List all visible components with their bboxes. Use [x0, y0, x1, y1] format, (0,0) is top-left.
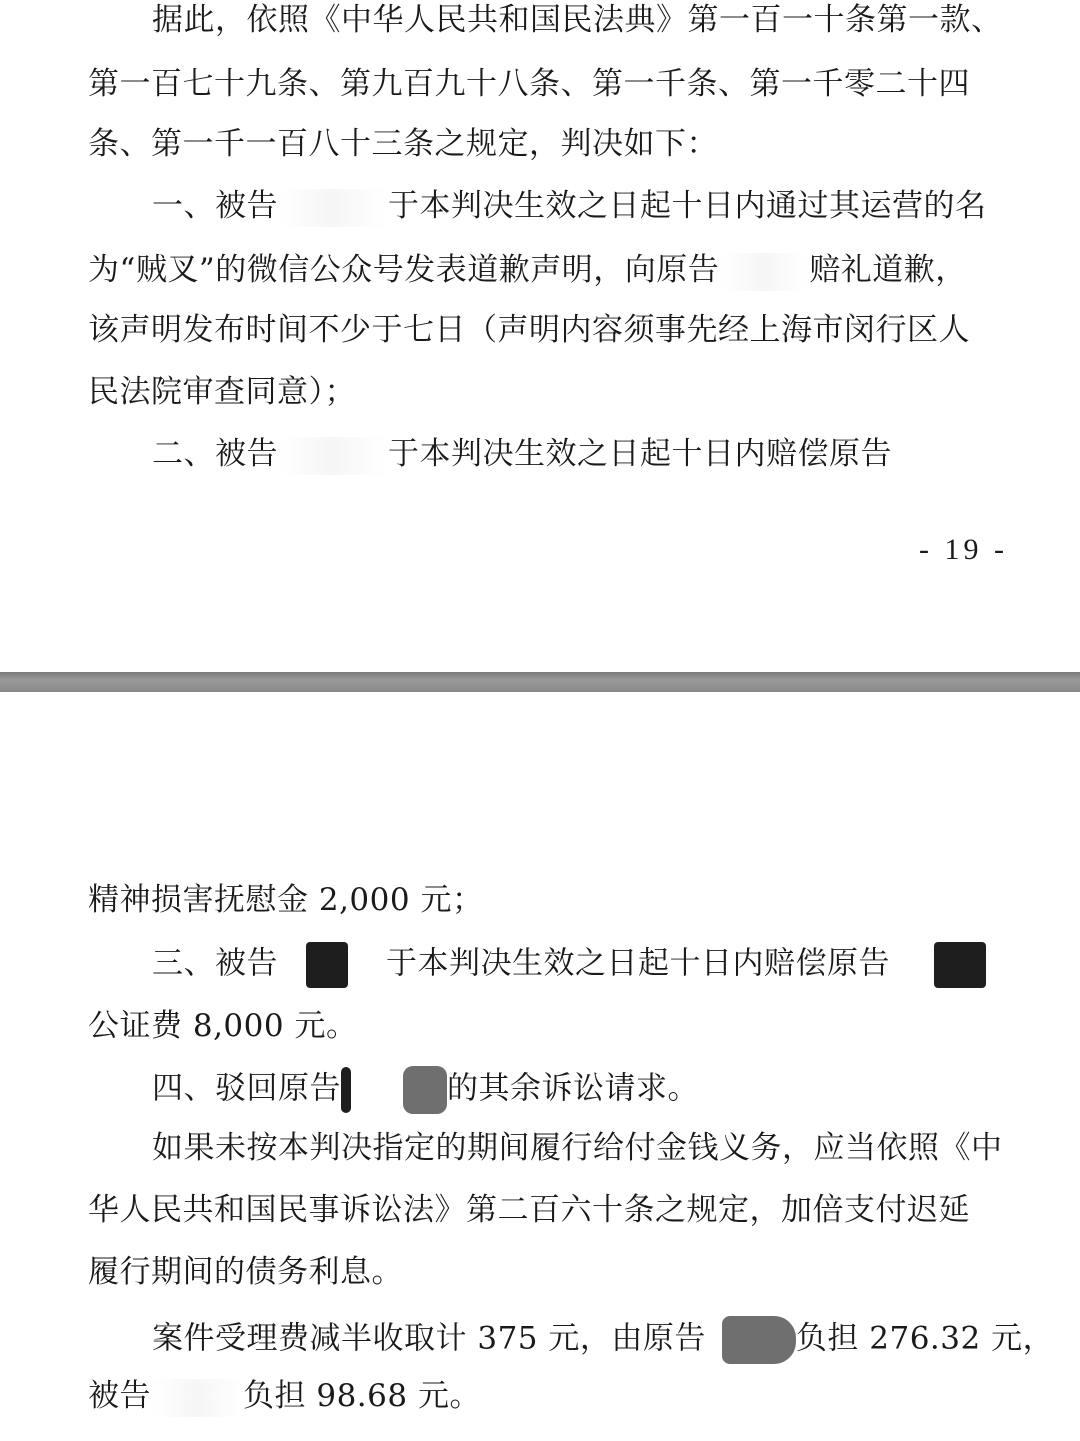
clause-text: 负担 98.68 元。: [243, 1378, 481, 1414]
clause-text: 的其余诉讼请求。: [447, 1070, 699, 1107]
redaction-mark: [278, 437, 388, 475]
clause-text: 案件受理费减半收取计 375 元，由原告: [152, 1320, 706, 1357]
text-line: [152, 1316, 1054, 1364]
clause-text: 于本判决生效之日起十日内赔偿原告: [386, 945, 890, 982]
text-line: 第一百七十九条、第九百九十八条、第一千条、第一千零二十四: [88, 66, 970, 102]
clause-text: 于本判决生效之日起十日内赔偿原告: [388, 436, 892, 472]
text-line: [152, 186, 987, 227]
redaction-block: [306, 942, 348, 988]
redaction-block: [341, 1067, 351, 1113]
text-line: 条、第一千一百八十三条之规定，判决如下：: [88, 126, 718, 162]
page-divider: [0, 672, 1080, 692]
clause-text: 负担 276.32 元，: [795, 1320, 1055, 1357]
clause-label: 一、被告: [152, 188, 278, 224]
text-line: 据此，依照《中华人民共和国民法典》第一百一十条第一款、: [152, 2, 1003, 38]
redaction-mark: [719, 253, 809, 291]
text-line: [88, 1376, 481, 1417]
text-line: [152, 1066, 699, 1114]
text-line: 华人民共和国民事诉讼法》第二百六十条之规定，加倍支付迟延: [88, 1192, 970, 1228]
redaction-mark: [278, 189, 388, 227]
text-line: 履行期间的债务利息。: [88, 1254, 403, 1290]
clause-label: 四、驳回原告: [152, 1070, 341, 1107]
text-line: 如果未按本判决指定的期间履行给付金钱义务，应当依照《中: [152, 1130, 1003, 1166]
clause-text: 于本判决生效之日起十日内通过其运营的名: [388, 188, 987, 224]
document-page-19: [0, 0, 1080, 672]
redaction-mark: [151, 1379, 243, 1417]
clause-label: 二、被告: [152, 436, 278, 472]
text-line: 精神损害抚慰金 2,000 元；: [88, 882, 484, 918]
text-line: 公证费 8,000 元。: [88, 1008, 358, 1044]
page-number: - 19 -: [919, 533, 1008, 566]
clause-text: 为“贼叉”的微信公众号发表道歉声明，向原告: [88, 252, 720, 288]
text-line: 该声明发布时间不少于七日（声明内容须事先经上海市闵行区人: [88, 312, 970, 348]
text-line: [88, 250, 967, 291]
clause-label: 三、被告: [152, 945, 278, 982]
text-line: [152, 434, 892, 475]
clause-label: 被告: [88, 1378, 151, 1414]
redaction-block: [722, 1316, 796, 1364]
clause-text: 赔礼道歉，: [809, 252, 967, 288]
redaction-block: [403, 1066, 447, 1114]
text-line: [152, 942, 986, 988]
text-line: 民法院审查同意）；: [88, 374, 356, 410]
redaction-block: [934, 942, 986, 988]
document-page-20: [0, 692, 1080, 1441]
